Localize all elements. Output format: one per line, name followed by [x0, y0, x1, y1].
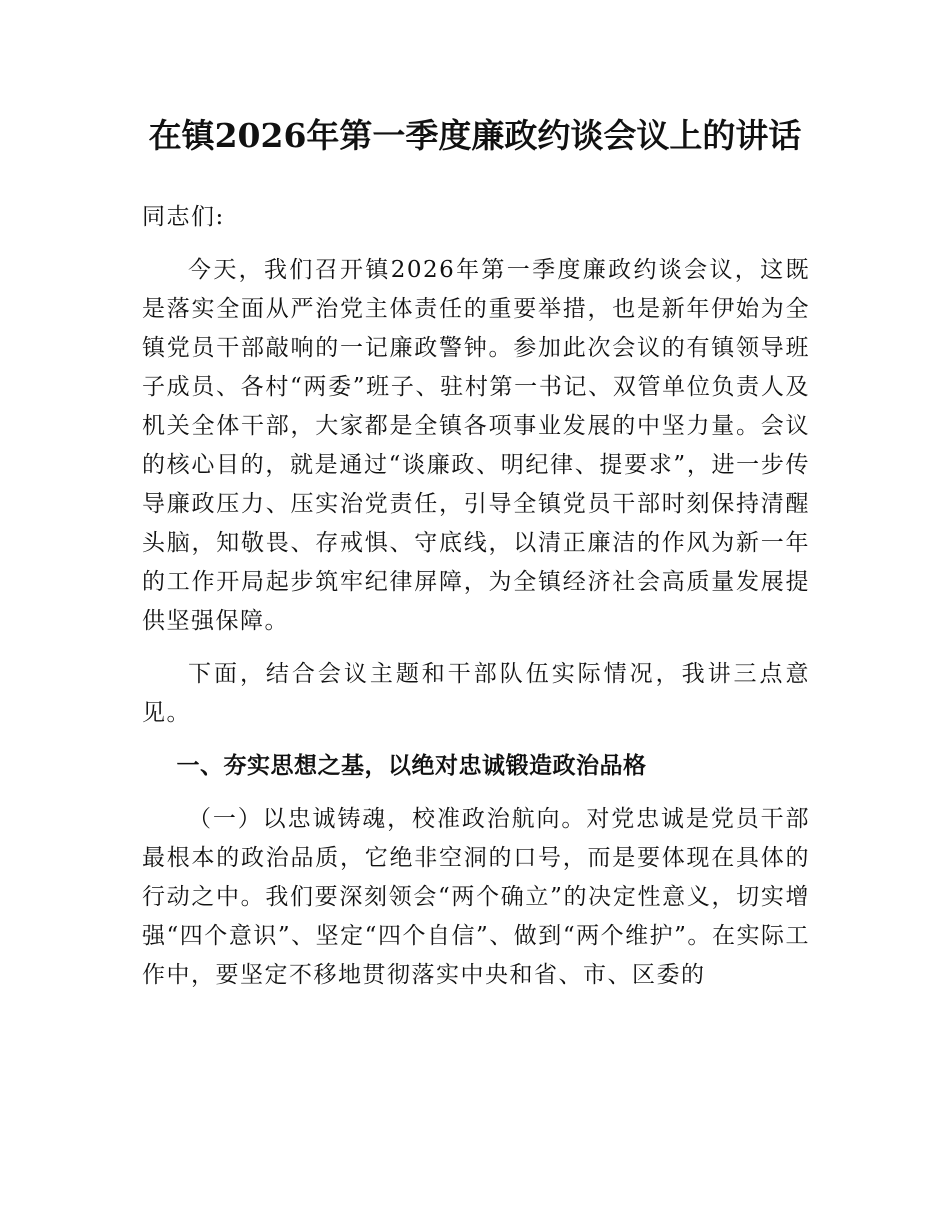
paragraph-opening: 今天，我们召开镇2026年第一季度廉政约谈会议，这既是落实全面从严治党主体责任的重要举措，也是新年伊始为全镇党员干部敲响的一记廉政警钟。参加此次会议的有镇领导班子成员、各村“两委”班子、驻村第一书记、双管单位负责人及机关全体干部，大家都是全镇各项事业发展的中坚力量。会议的核心目的，就是通过“谈廉政、明纪律、提要求”，进一步传导廉政压力、压实治党责任，引导全镇党员干部时刻保持清醒头脑，知敬畏、存戒惧、守底线，以清正廉洁的作风为新一年的工作开局起步筑牢纪律屏障，为全镇经济社会高质量发展提供坚强保障。 [142, 257, 810, 634]
salutation: 同志们: [142, 204, 225, 230]
document-body [142, 198, 810, 1009]
section-heading-1: 一、夯实思想之基，以绝对忠诚锻造政治品格 [176, 753, 647, 779]
subsection-1-1 [142, 800, 810, 995]
subsection-label: （一）以忠诚铸魂，校准政治航向。 [188, 806, 587, 832]
subsection-text: 对党忠诚是党员干部最根本的政治品质，它绝非空洞的口号，而是要体现在具体的行动之中。我们要深刻领会“两个确立”的决定性意义，切实增强“四个意识”、坚定“四个自信”、做到“两个维护”。在实际工作中，要坚定不移地贯彻落实中央和省、市、区委的 [142, 806, 811, 988]
document-title: 在镇2026年第一季度廉政约谈会议上的讲话 [148, 116, 802, 155]
paragraph-outline: 下面，结合会议主题和干部队伍实际情况，我讲三点意见。 [142, 661, 810, 726]
